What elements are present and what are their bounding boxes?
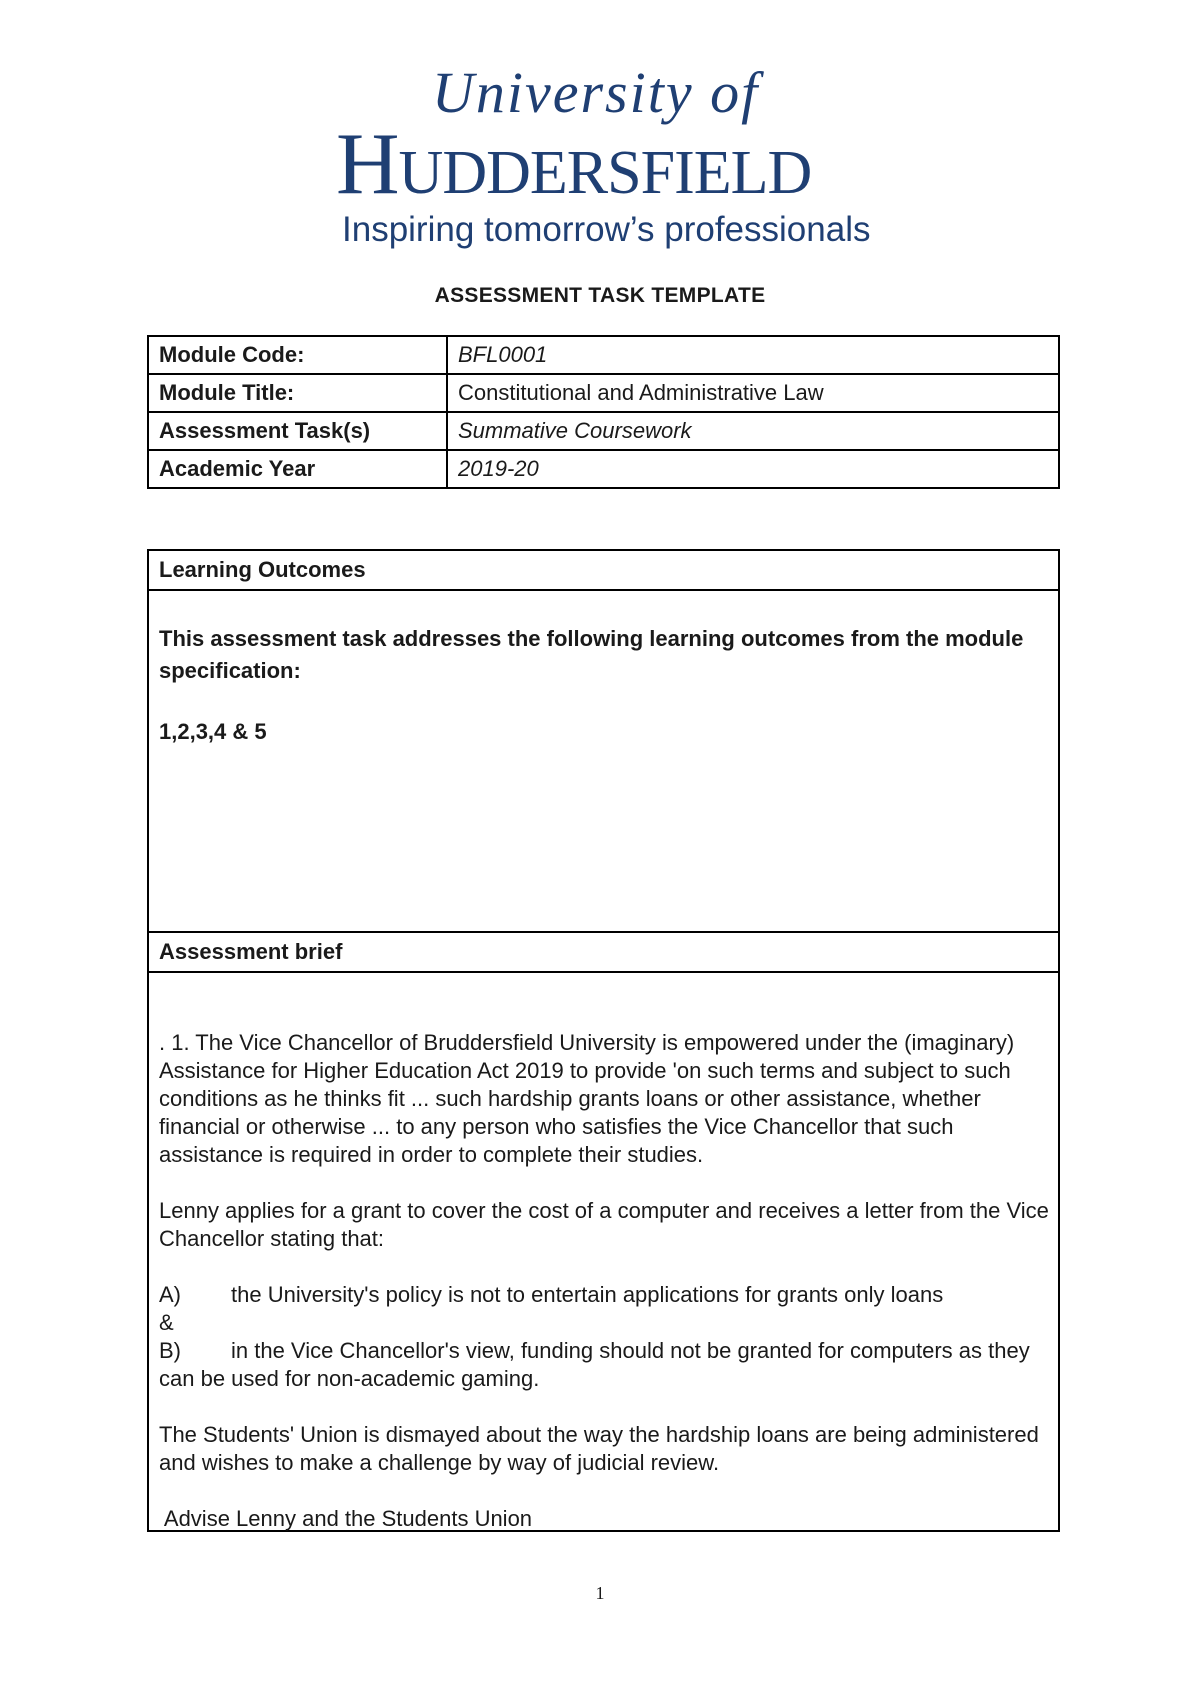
brief-instruction: Advise Lenny and the Students Union: [159, 1506, 533, 1531]
outcomes-brief-box: [147, 549, 1060, 1532]
learning-outcomes-intro: This assessment task addresses the following learning outcomes from the module specification:: [159, 626, 1024, 683]
learning-outcomes-list: 1,2,3,4 & 5: [159, 719, 267, 744]
learning-outcomes-heading: Learning Outcomes: [159, 557, 366, 582]
item-a-tag: A): [159, 1282, 181, 1307]
logo-line-huddersfield: Huddersfield: [336, 116, 812, 213]
brief-paragraph-3: The Students' Union is dismayed about the way the hardship loans are being administered and wishes to make a challenge by way of judicial review.: [159, 1422, 1039, 1475]
divider: [149, 589, 1058, 591]
academic-year-value: 2019-20: [447, 450, 1059, 488]
table-row: [148, 374, 1059, 412]
module-title-label: Module Title:: [148, 374, 447, 412]
module-title-value: Constitutional and Administrative Law: [447, 374, 1059, 412]
logo-line-university-of: University of: [432, 60, 760, 125]
brief-paragraph-2: Lenny applies for a grant to cover the cost of a computer and receives a letter from the Vice Chancellor stating that:: [159, 1198, 1049, 1251]
brief-item-a: [159, 1281, 1054, 1309]
document-title: ASSESSMENT TASK TEMPLATE: [434, 284, 766, 307]
module-code-value: BFL0001: [447, 336, 1059, 374]
table-row: [148, 412, 1059, 450]
item-a-text: the University's policy is not to entertain applications for grants only loans: [231, 1282, 944, 1307]
academic-year-label: Academic Year: [148, 450, 447, 488]
table-row: [148, 450, 1059, 488]
module-info-table: [147, 335, 1060, 489]
item-b-tag: B): [159, 1338, 181, 1363]
table-row: [148, 336, 1059, 374]
page-number: 1: [595, 1583, 605, 1603]
assessment-brief-heading: Assessment brief: [159, 939, 343, 964]
divider: [149, 971, 1058, 973]
brief-item-b: [159, 1337, 1054, 1393]
assessment-brief-body: [159, 1029, 1054, 1561]
logo-tagline: Inspiring tomorrow’s professionals: [342, 210, 871, 249]
module-code-label: Module Code:: [148, 336, 447, 374]
assessment-task-label: Assessment Task(s): [148, 412, 447, 450]
item-b-text: in the Vice Chancellor's view, funding should not be granted for computers as they can be used for non-academic gaming.: [159, 1338, 1030, 1391]
brief-paragraph-1: . 1. The Vice Chancellor of Bruddersfield University is empowered under the (imaginary) Assistance for Higher Education Act 2019 to provide 'on such terms and subject to such conditions as he thinks fit ... such hardship grants loans or other assistance, whether financial or otherwise ... to any person who satisfies the Vice Chancellor that such assistance is required in order to complete their studies.: [159, 1030, 1015, 1167]
assessment-task-value: Summative Coursework: [447, 412, 1059, 450]
brief-ampersand: &: [159, 1310, 174, 1335]
